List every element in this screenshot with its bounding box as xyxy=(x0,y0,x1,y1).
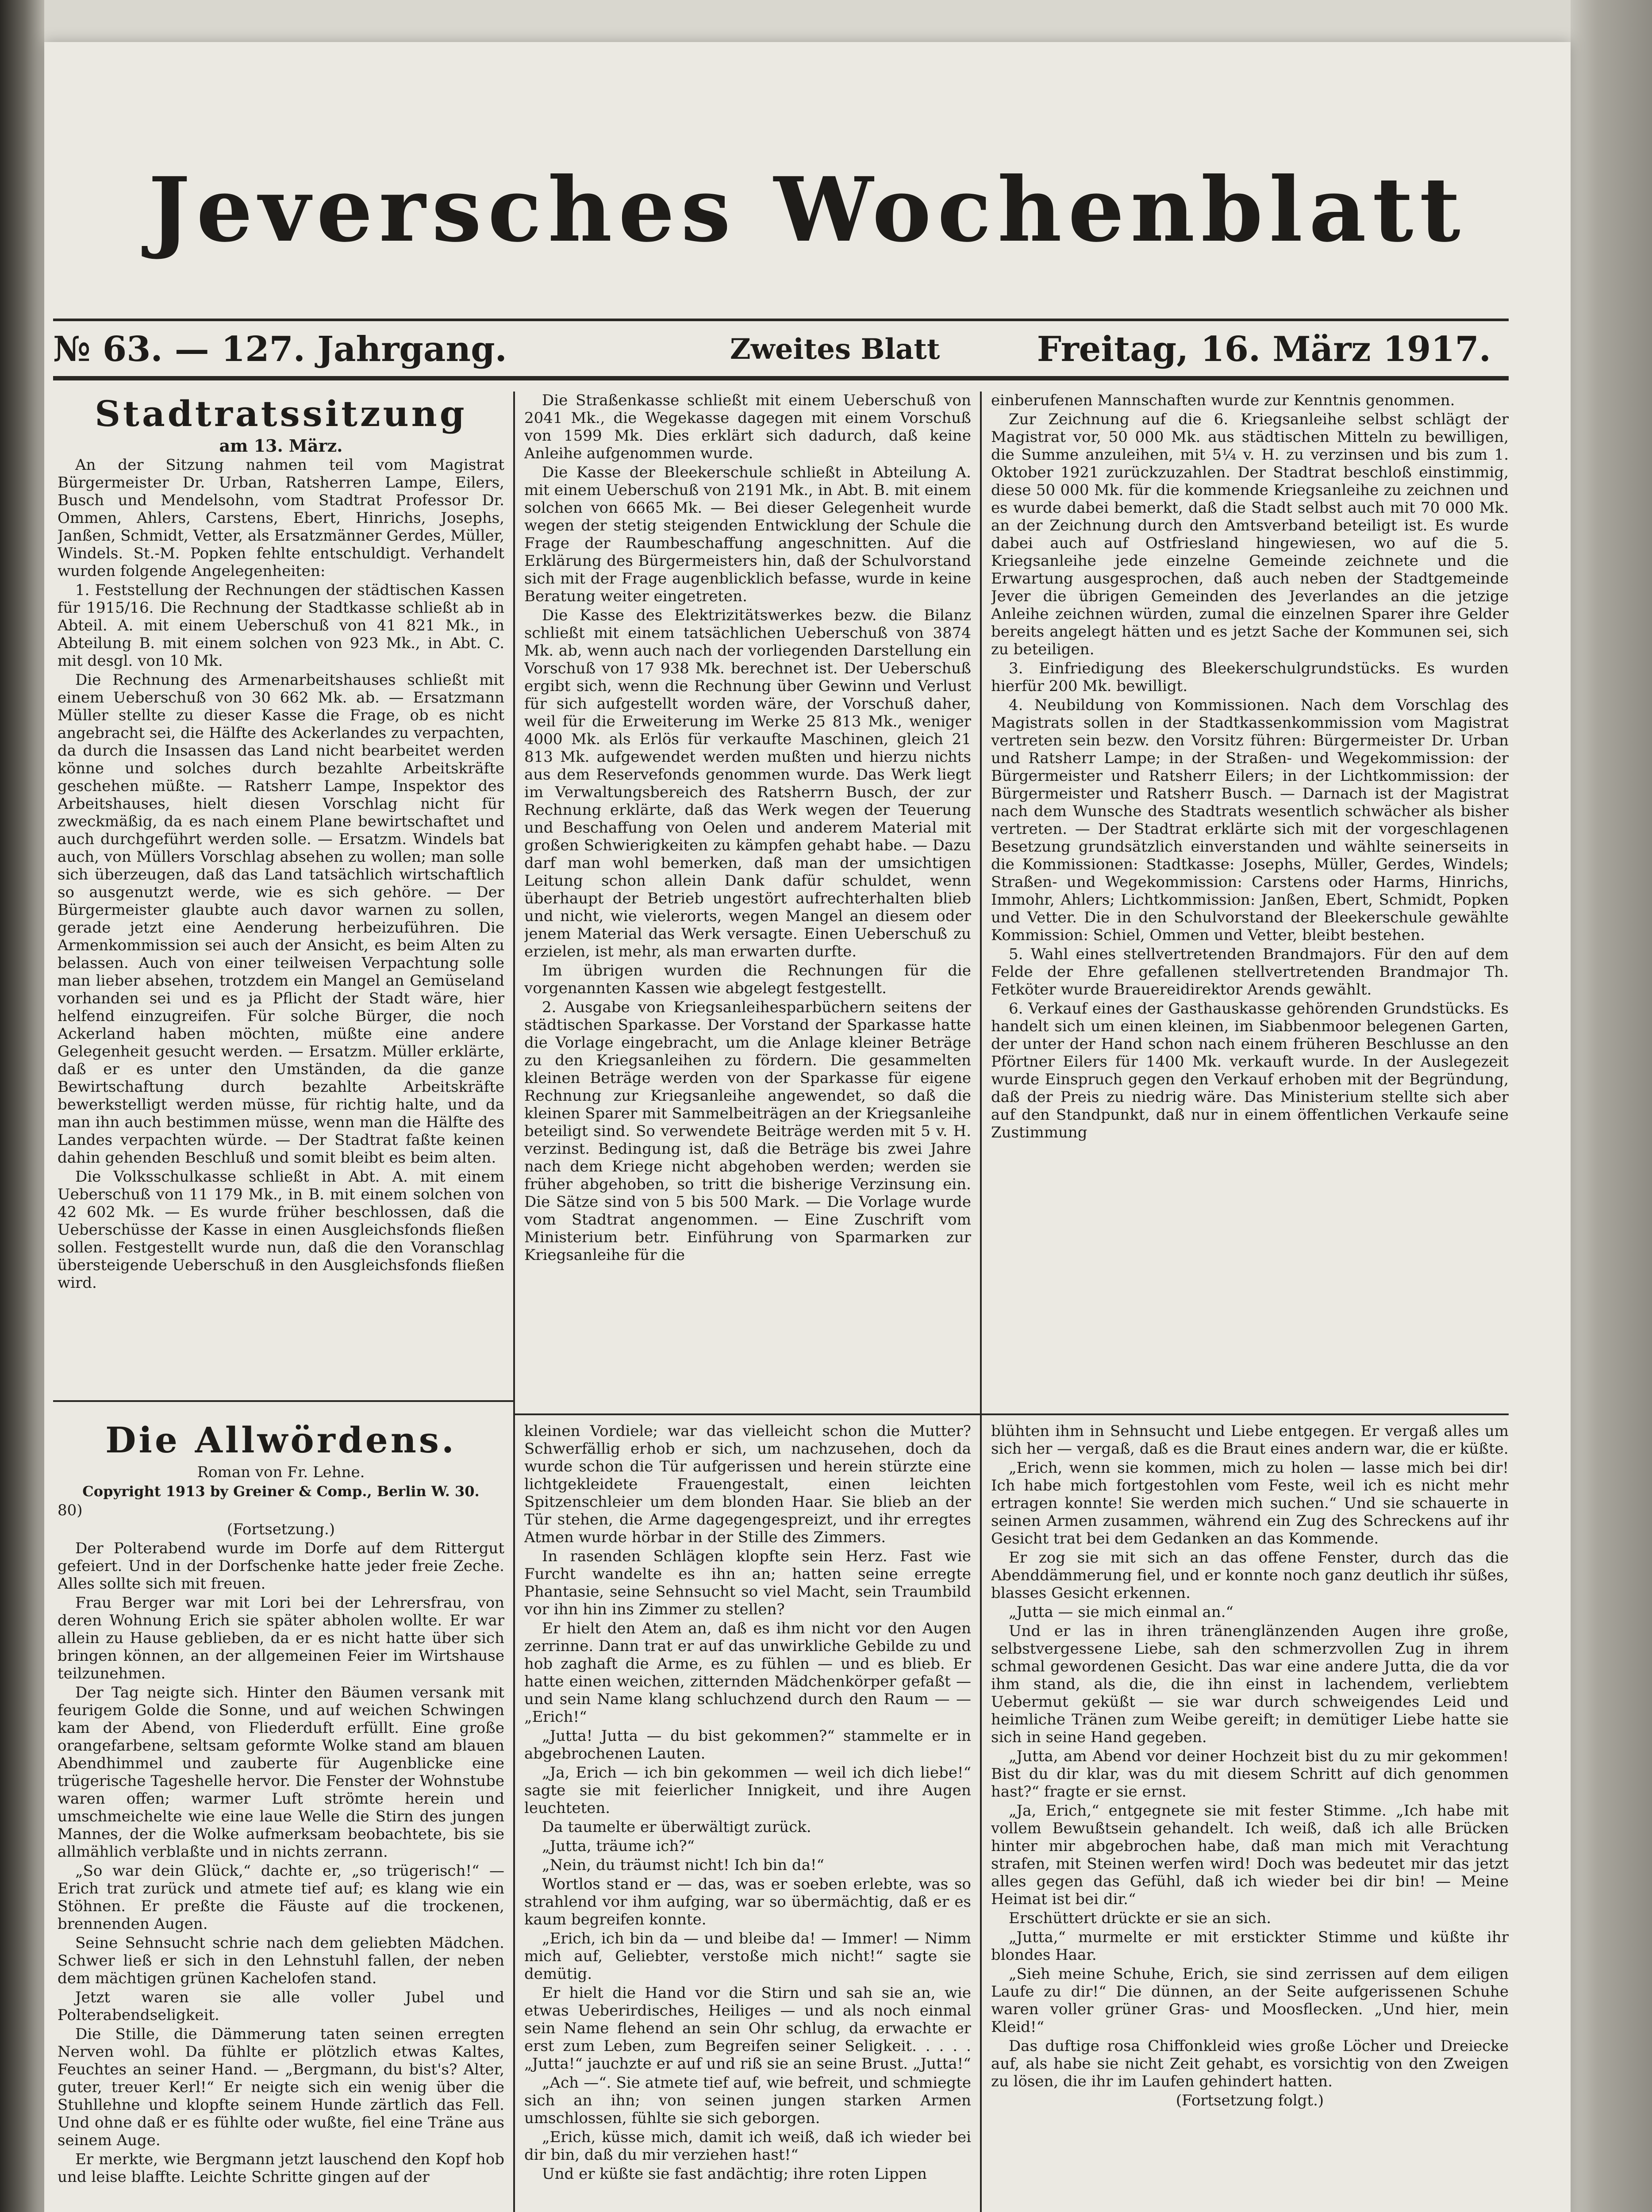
roman-continued-note: (Fortsetzung folgt.) xyxy=(1176,2092,1324,2109)
roman-continuation: (Fortsetzung.) xyxy=(227,1521,335,1538)
roman-paragraph: „Jutta — sie mich einmal an.“ xyxy=(1009,1603,1233,1621)
article-divider xyxy=(513,1413,1509,1415)
roman-paragraph: Der Polterabend wurde im Dorfe auf dem Rittergut gefeiert. Und in der Dorfschenke hatte jeder freie Zeche. Alles sollte sich mit freuen. xyxy=(58,1540,504,1593)
column-divider xyxy=(513,392,515,1413)
roman-chapter: 80) xyxy=(58,1502,83,1519)
issue-number: № 63. — 127. Jahrgang. xyxy=(53,329,507,369)
stadtrat-subtitle: am 13. März. xyxy=(219,436,343,456)
roman-column-2 xyxy=(524,1422,971,2212)
column-divider xyxy=(513,1413,515,2212)
roman-paragraph: kleinen Vordiele; war das vielleicht schon die Mutter? Schwerfällig erhob er sich, um nachzusehen, doch da wurde schon die Tür aufgerissen und herein stürzte eine lichtgekleidete Frauengestalt, einen leichten Spitzenschleier um dem blonden Haar. Sie blieb an der Tür stehen, die Arme dagegengespreizt, und ihr erregtes Atmen wurde hörbar in der Stille des Zimmers. xyxy=(524,1422,971,1546)
roman-paragraph: „Sieh meine Schuhe, Erich, sie sind zerrissen auf dem eiligen Laufe zu dir!“ Die dünnen, an der Seite aufgerissenen Schuhe waren voller grüner Gras- und Moosflecken. „Und hier, mein Kleid!“ xyxy=(991,1965,1509,2036)
stadtrat-paragraph: 1. Feststellung der Rechnungen der städtischen Kassen für 1915/16. Die Rechnung der Stadtkasse schließt ab in Abteil. A. mit einem Ueberschuß von 41 821 Mk., in Abteilung B. mit einem solchen von 923 Mk., in Abt. C. mit desgl. von 10 Mk. xyxy=(58,581,504,670)
issue-date: Freitag, 16. März 1917. xyxy=(1037,329,1491,369)
stadtrat-paragraph: An der Sitzung nahmen teil vom Magistrat Bürgermeister Dr. Urban, Ratsherren Lampe, Eilers, Busch und Mendelsohn, vom Stadtrat Professor Dr. Ommen, Ahlers, Carstens, Ebert, Hinrichs, Josephs, Janßen, Schmidt, Vetter, als Ersatzmänner Gerdes, Müller, Windels. St.-M. Popken fehlte entschuldigt. Verhandelt wurden folgende Angelegenheiten: xyxy=(58,456,504,580)
roman-byline: Roman von Fr. Lehne. xyxy=(197,1463,365,1481)
column-divider xyxy=(980,1413,982,2212)
roman-paragraph: In rasenden Schlägen klopfte sein Herz. Fast wie Furcht wandelte es ihn an; hatten seine erregte Phantasie, seine Sehnsucht so viel Macht, sein Traumbild vor ihn hin ins Zimmer zu stellen? xyxy=(524,1548,971,1618)
roman-paragraph: „Erich, wenn sie kommen, mich zu holen — lasse mich bei dir! Ich habe mich fortgestohlen vom Feste, weil ich es nicht mehr ertragen konnte! Sie werden mich suchen.“ Und sie schauerte in seinen Armen zusammen, während ein Zug des Schreckens auf ihr Gesicht trat bei dem Gedanken an das Kommende. xyxy=(991,1459,1509,1548)
book-binding-left xyxy=(0,0,44,2212)
stadtrat-column-1 xyxy=(58,392,504,1391)
stadtrat-paragraph: Die Rechnung des Armenarbeitshauses schließt mit einem Ueberschuß von 30 662 Mk. ab. — Ersatzmann Müller stellte zu dieser Kasse die Frage, ob es nicht angebracht sei, die Hälfte des Ackerlandes zu verpachten, da durch die Insassen das Land nicht bearbeitet werden könne und solches durch bezahlte Arbeitskräfte geschehen müßte. — Ratsherr Lampe, Inspektor des Arbeitshauses, hielt diesen Vorschlag nicht für zweckmäßig, da es nach einem Plane bewirtschaftet und auch durchgeführt werden solle. — Ersatzm. Windels bat auch, von Müllers Vorschlag absehen zu wollen; man solle sich überzeugen, daß das Land tatsächlich wirtschaftlich so ausgenutzt werde, wie es sich gehöre. — Der Bürgermeister glaubte auch davor warnen zu sollen, gerade jetzt eine Aenderung herbeizuführen. Die Armenkommission sei auch der Ansicht, es beim Alten zu belassen. Auch von einer teilweisen Verpachtung solle man lieber absehen, trotzdem ein Mangel an Gemüseland vorhanden sei und es ja Pflicht der Stadt wäre, hier helfend einzugreifen. Für solche Bürger, die noch Ackerland haben möchten, müßte eine andere Gelegenheit gesucht werden. — Ersatzm. Müller erklärte, daß er es unter den Umständen, da die ganze Bewirtschaftung durch bezahlte Arbeitskräfte bewerkstelligt werden müsse, für richtig halte, und da man ihn auch bestimmen müsse, wenn man die Hälfte des Landes verpachten würde. — Der Stadtrat faßte keinen dahin gehenden Beschluß und somit bleibt es beim alten. xyxy=(58,671,504,1167)
masthead-rule-top xyxy=(53,319,1509,321)
column-divider xyxy=(980,392,982,1413)
roman-paragraph: Erschüttert drückte er sie an sich. xyxy=(1009,1909,1272,1927)
roman-paragraph: „So war dein Glück,“ dachte er, „so trügerisch!“ — Erich trat zurück und atmete tief auf; es klang wie ein Stöhnen. Er preßte die Fäuste auf die trockenen, brennenden Augen. xyxy=(58,1862,504,1933)
stadtrat-column-2 xyxy=(524,392,971,1413)
stadtrat-column-3 xyxy=(991,392,1509,1413)
roman-column-3 xyxy=(991,1422,1509,2212)
stadtrat-paragraph: Die Kasse der Bleekerschule schließt in Abteilung A. mit einem Ueberschuß von 2191 Mk., in Abt. B. mit einem solchen von 6665 Mk. — Bei dieser Gelegenheit wurde wegen der stetig steigenden Entwicklung der Schule die Frage der Raumbeschaffung angeschnitten. Auf die Erklärung des Bürgermeisters hin, daß der Schulvorstand sich mit der Frage augenblicklich befasse, wurde in keine Beratung weiter eingetreten. xyxy=(524,464,971,605)
roman-paragraph: blühten ihm in Sehnsucht und Liebe entgegen. Er vergaß alles um sich her — vergaß, daß es die Braut eines andern war, die er küßte. xyxy=(991,1422,1509,1458)
roman-paragraph: Seine Sehnsucht schrie nach dem geliebten Mädchen. Schwer ließ er sich in den Lehnstuhl fallen, der neben dem mächtigen grünen Kachelofen stand. xyxy=(58,1934,504,1987)
roman-paragraph: Jetzt waren sie alle voller Jubel und Polterabendseligkeit. xyxy=(58,1989,504,2024)
stadtrat-paragraph: 6. Verkauf eines der Gasthauskasse gehörenden Grundstücks. Es handelt sich um einen kleinen, im Siabbenmoor belegenen Garten, der unter der Hand schon nach einem früheren Beschlusse an den Pförtner Eilers für 1400 Mk. verkauft wurde. In der Auslegezeit wurde Einspruch gegen den Verkauf erhoben mit der Begründung, daß der Preis zu niedrig wäre. Das Ministerium stellte sich aber auf den Standpunkt, daß nur in einem öffentlichen Verkaufe seine Zustimmung xyxy=(991,1000,1509,1141)
roman-paragraph: „Erich, küsse mich, damit ich weiß, daß ich wieder bei dir bin, daß du mir verziehen hast!“ xyxy=(524,2128,971,2164)
stadtrat-paragraph: Die Volksschulkasse schließt in Abt. A. mit einem Ueberschuß von 11 179 Mk., in B. mit einem solchen von 42 602 Mk. — Es wurde früher beschlossen, daß die Ueberschüsse der Kasse in einen Ausgleichsfonds fließen sollen. Festgestellt wurde nun, daß die den Voranschlag übersteigende Ueberschuß in den Ausgleichsfonds fließen wird. xyxy=(58,1168,504,1292)
roman-paragraph: Er zog sie mit sich an das offene Fenster, durch das die Abenddämmerung fiel, und er konnte noch ganz deutlich ihr süßes, blasses Gesicht erkennen. xyxy=(991,1549,1509,1602)
roman-paragraph: „Ja, Erich — ich bin gekommen — weil ich dich liebe!“ sagte sie mit feierlicher Innigkeit, und ihre Augen leuchteten. xyxy=(524,1764,971,1817)
stadtrat-paragraph: einberufenen Mannschaften wurde zur Kenntnis genommen. xyxy=(991,392,1455,409)
roman-copyright: Copyright 1913 by Greiner & Comp., Berlin W. 30. xyxy=(82,1483,480,1500)
stadtrat-paragraph: 3. Einfriedigung des Bleekerschulgrundstücks. Es wurden hierfür 200 Mk. bewilligt. xyxy=(991,660,1509,695)
stadtrat-paragraph: Die Straßenkasse schließt mit einem Ueberschuß von 2041 Mk., die Wegekasse dagegen mit einem Vorschuß von 1599 Mk. Dies erklärt sich dadurch, daß keine Anleihe aufgenommen wurde. xyxy=(524,392,971,462)
stadtrat-paragraph: Im übrigen wurden die Rechnungen für die vorgenannten Kassen wie abgelegt festgestellt. xyxy=(524,962,971,997)
roman-paragraph: Frau Berger war mit Lori bei der Lehrersfrau, von deren Wohnung Erich sie später abholen wollte. Er war allein zu Hause geblieben, da er es nicht hatte über sich bringen können, an der allgemeinen Feier im Wirtshause teilzunehmen. xyxy=(58,1594,504,1682)
roman-paragraph: Und er küßte sie fast andächtig; ihre roten Lippen xyxy=(542,2165,927,2183)
stadtrat-paragraph: 2. Ausgabe von Kriegsanleihesparbüchern seitens der städtischen Sparkasse. Der Vorstand der Sparkasse hatte die Vorlage eingebracht, um die Anlage kleiner Beträge zu den Kriegsanleihen zu fördern. Die gesammelten kleinen Beträge werden von der Sparkasse für eigene Rechnung zur Kriegsanleihe angewendet, so daß die kleinen Sparer mit Sammelbeiträgen an der Kriegsanleihe beteiligt sind. So verwendete Beiträge werden mit 5 v. H. verzinst. Bedingung ist, daß die Beträge bis zwei Jahre nach dem Kriege nicht abgehoben werden; werden sie früher abgehoben, so tritt die bisherige Verzinsung ein. Die Sätze sind von 5 bis 500 Mark. — Die Vorlage wurde vom Stadtrat angenommen. — Eine Zuschrift vom Ministerium betr. Einführung von Sparmarken zur Kriegsanleihe für die xyxy=(524,998,971,1264)
stadtrat-title: Stadtratssitzung xyxy=(95,393,467,434)
roman-paragraph: „Ja, Erich,“ entgegnete sie mit fester Stimme. „Ich habe mit vollem Bewußtsein gehandelt. Ich weiß, daß ich alle Brücken hinter mir abgebrochen habe, daß man mich mit Verachtung strafen, mit Steinen werfen wird! Doch was bedeutet mir das jetzt alles gegen das Gefühl, daß ich wieder bei dir bin! — Meine Heimat ist bei dir.“ xyxy=(991,1802,1509,1908)
masthead-title: Jeversches Wochenblatt xyxy=(148,158,1467,262)
roman-paragraph: Und er las in ihren tränenglänzenden Augen ihre große, selbstvergessene Liebe, sah den schmerzvollen Zug in ihrem schmal gewordenen Gesicht. Das war eine andere Jutta, die da vor ihm stand, als die, die ihn einst in lachendem, verliebtem Uebermut geküßt — sie war durch schweigendes Leid und heimliche Tränen zum Weibe gereift; in demütiger Liebe hatte sie sich in seine Hand gegeben. xyxy=(991,1622,1509,1746)
roman-paragraph: Er hielt die Hand vor die Stirn und sah sie an, wie etwas Ueberirdisches, Heiliges — und als noch einmal sein Name flehend an sein Ohr schlug, da erwachte er erst zum Leben, zum Begreifen seiner Seligkeit. . . . . „Jutta!“ jauchzte er auf und riß sie an seine Brust. „Jutta!“ xyxy=(524,1984,971,2073)
roman-paragraph: Da taumelte er überwältigt zurück. xyxy=(542,1818,811,1836)
roman-paragraph: „Jutta, träume ich?“ xyxy=(542,1837,695,1855)
masthead-rule-bottom xyxy=(53,376,1509,380)
sheet-label: Zweites Blatt xyxy=(730,333,940,366)
roman-paragraph: „Erich, ich bin da — und bleibe da! — Immer! — Nimm mich auf, Geliebter, verstoße mich nicht!“ sagte sie demütig. xyxy=(524,1930,971,1983)
stadtrat-paragraph: Die Kasse des Elektrizitätswerkes bezw. die Bilanz schließt mit einem tatsächlichen Ueberschuß von 3874 Mk. ab, wenn auch nach der vorliegenden Darstellung ein Vorschuß von 17 938 Mk. berechnet ist. Der Ueberschuß ergibt sich, wenn die Rechnung über Gewinn und Verlust für sich aufgestellt worden wäre, der Vorschuß daher, weil für die Erweiterung im Werke 25 813 Mk., weniger 4000 Mk. als Erlös für verkaufte Maschinen, gleich 21 813 Mk. aufgewendet werden mußten und hierzu nichts aus dem Reservefonds genommen wurde. Das Werk liegt im Verwaltungsbereich des Ratsherrn Busch, der zur Rechnung erklärte, daß das Werk wegen der Teuerung und Beschaffung von Oelen und anderem Material mit großen Schwierigkeiten zu kämpfen gehabt habe. — Dazu darf man wohl bemerken, daß man der umsichtigen Leitung schon allein Dank dafür schuldet, wenn überhaupt der Betrieb ungestört aufrechterhalten blieb und nicht, wie vielerorts, wegen Mangel an diesem oder jenem Material das Werk versagte. Einen Ueberschuß zu erzielen, ist mehr, als man erwarten durfte. xyxy=(524,607,971,960)
roman-paragraph: Wortlos stand er — das, was er soeben erlebte, was so strahlend vor ihm aufging, war so übermächtig, daß er es kaum begreifen konnte. xyxy=(524,1875,971,1928)
roman-paragraph: Er hielt den Atem an, daß es ihm nicht vor den Augen zerrinne. Dann trat er auf das unwirkliche Gebilde zu und hob zaghaft die Arme, es zu fühlen — und es blieb. Er hatte einen weichen, zitternden Mädchenkörper gefaßt — und sein Name klang schluchzend durch den Raum — — „Erich!“ xyxy=(524,1620,971,1726)
stadtrat-paragraph: Zur Zeichnung auf die 6. Kriegsanleihe selbst schlägt der Magistrat vor, 50 000 Mk. aus städtischen Mitteln zu bewilligen, die Summe anzuleihen, mit 5¼ v. H. zu verzinsen und bis zum 1. Oktober 1921 zurückzuzahlen. Der Stadtrat beschloß einstimmig, diese 50 000 Mk. für die kommende Kriegsanleihe zu zeichnen und es wurde dabei bemerkt, daß die Stadt selbst auch mit 70 000 Mk. an der Zeichnung durch den Amtsverband beteiligt ist. Es wurde dabei auch auf Ostfriesland hingewiesen, wo auf die 5. Kriegsanleihe jede einzelne Gemeinde zeichnete und die Erwartung ausgesprochen, daß auch neben der Stadtgemeinde Jever die übrigen Gemeinden des Jeverlandes an die jetzige Anleihe zeichnen würden, zumal die einzelnen Sparer ihre Gelder bereits angelegt hätten und es jetzt Sache der Kommunen sei, sich zu beteiligen. xyxy=(991,411,1509,658)
roman-paragraph: Der Tag neigte sich. Hinter den Bäumen versank mit feurigem Golde die Sonne, und auf weichen Schwingen kam der Abend, von Fliederduft erfüllt. Eine große orangefarbene, seltsam geformte Wolke stand am blauen Abendhimmel und zauberte für Augenblicke eine trügerische Tageshelle hervor. Die Fenster der Wohnstube waren offen; warmer Luft strömte herein und umschmeichelte wie eine laue Welle die Stirn des jungen Mannes, der die Wolke aufmerksam beobachtete, bis sie allmählich verblaßte und in nichts zerrann. xyxy=(58,1684,504,1861)
roman-paragraph: „Jutta! Jutta — du bist gekommen?“ stammelte er in abgebrochenen Lauten. xyxy=(524,1727,971,1763)
roman-paragraph: „Nein, du träumst nicht! Ich bin da!“ xyxy=(542,1856,825,1874)
stadtrat-paragraph: 5. Wahl eines stellvertretenden Brandmajors. Für den auf dem Felde der Ehre gefallenen stellvertretenden Brandmajor Th. Fetköter wurde Brauereidirektor Arends gewählt. xyxy=(991,945,1509,998)
roman-column-1 xyxy=(58,1418,504,2212)
stadtrat-paragraph: 4. Neubildung von Kommissionen. Nach dem Vorschlag des Magistrats sollen in der Stadtkassenkommission vom Magistrat vertreten sein bezw. den Vorsitz führen: Bürgermeister Dr. Urban und Ratsherr Lampe; in der Straßen- und Wegekommission: der Bürgermeister und Ratsherr Eilers; in der Lichtkommission: der Bürgermeister und Ratsherr Busch. — Darnach ist der Magistrat nach dem Wunsche des Stadtrats wesentlich schwächer als bisher vertreten. — Der Stadtrat erklärte sich mit der vorgeschlagenen Besetzung grundsätzlich einverstanden und wählte seinerseits in die Kommissionen: Stadtkasse: Josephs, Müller, Gerdes, Windels; Straßen- und Wegekommission: Carstens oder Harms, Hinrichs, Immohr, Ahlers; Lichtkommission: Janßen, Ebert, Schmidt, Popken und Vetter. Die in den Schulvorstand der Bleekerschule gewählte Kommission: Schiel, Ommen und Vetter, bleibt bestehen. xyxy=(991,696,1509,944)
roman-paragraph: Er merkte, wie Bergmann jetzt lauschend den Kopf hob und leise blaffte. Leichte Schritte gingen auf der xyxy=(58,2151,504,2186)
roman-paragraph: „Jutta, am Abend vor deiner Hochzeit bist du zu mir gekommen! Bist du dir klar, was du mit diesem Schritt auf dich genommen hast?“ fragte er sie ernst. xyxy=(991,1747,1509,1801)
adjacent-page-right xyxy=(1571,0,1652,2212)
issue-info-bar xyxy=(53,325,1509,374)
roman-title: Die Allwördens. xyxy=(105,1419,457,1461)
roman-paragraph: Die Stille, die Dämmerung taten seinen erregten Nerven wohl. Da fühlte er plötzlich etwas Kaltes, Feuchtes an seiner Hand. — „Bergmann, du bist's? Alter, guter, treuer Kerl!“ Er neigte sich ein wenig über die Stuhllehne und klopfte seinem Hunde zärtlich das Fell. Und ohne daß er es fühlte oder wußte, fiel eine Träne aus seinem Auge. xyxy=(58,2025,504,2149)
roman-paragraph: Das duftige rosa Chiffonkleid wies große Löcher und Dreiecke auf, als habe sie nicht Zeit gehabt, es vorsichtig von den Zweigen zu lösen, die ihr im Laufen gehindert hatten. xyxy=(991,2037,1509,2090)
roman-paragraph: „Jutta,“ murmelte er mit erstickter Stimme und küßte ihr blondes Haar. xyxy=(991,1928,1509,1964)
roman-paragraph: „Ach —“. Sie atmete tief auf, wie befreit, und schmiegte sich an ihn; von seinen jungen starken Armen umschlossen, fühlte sie sich geborgen. xyxy=(524,2074,971,2127)
article-divider xyxy=(53,1400,513,1402)
newspaper-page xyxy=(44,42,1571,2212)
